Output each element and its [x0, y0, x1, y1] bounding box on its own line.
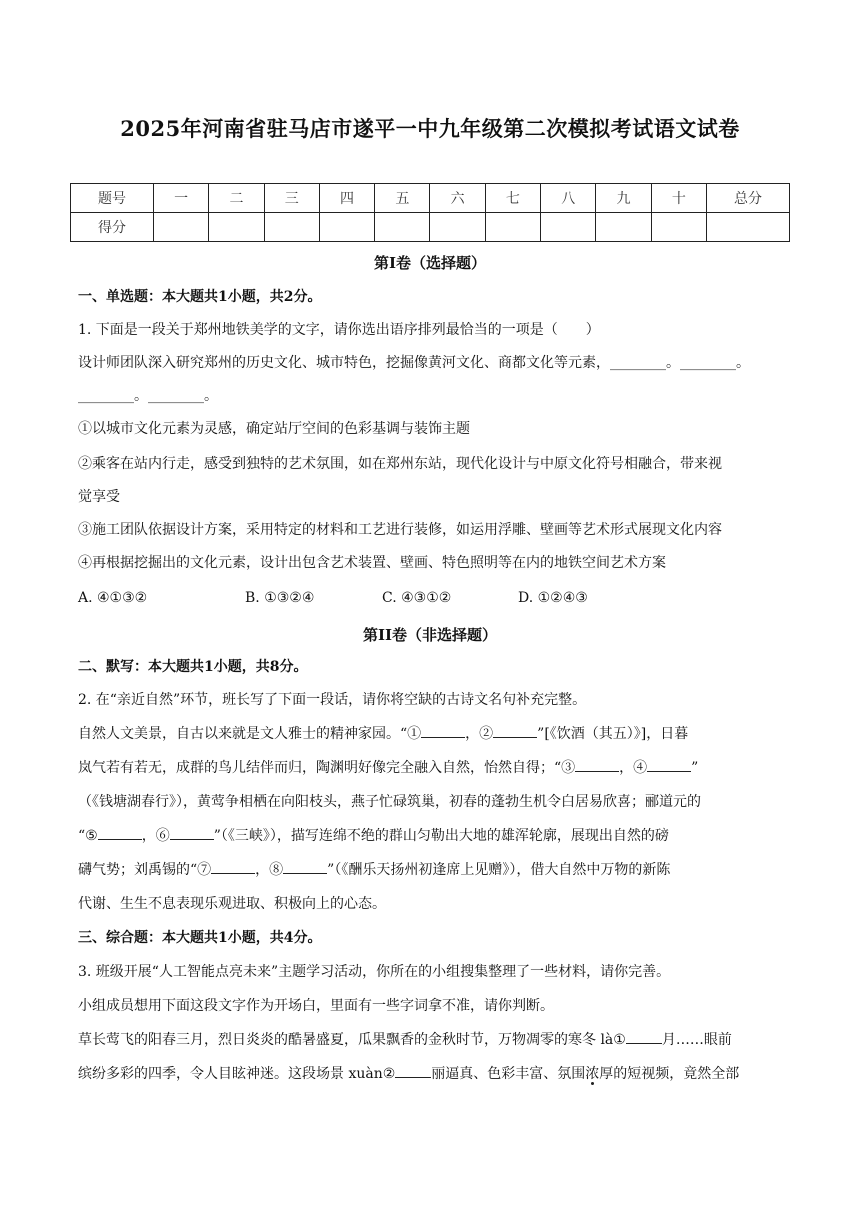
score-table	[70, 183, 790, 242]
q1-item-3: ③施工团队依据设计方案，采用特定的材料和工艺进行装修，如运用浮雕、壁画等艺术形式展现文化内容	[78, 522, 722, 538]
q2-text: ”（《三峡》），描写连绵不绝的群山匀勒出大地的雄浑轮廓，展现出自然的磅	[213, 828, 669, 844]
part2-heading: 第II卷（非选择题）	[362, 626, 498, 644]
q2-line4	[78, 820, 786, 853]
q1-item-2-cont: 觉享受	[78, 489, 120, 505]
q2-stem: 2. 在“亲近自然”环节，班长写了下面一段话，请你将空缺的古诗文名句补充完整。	[78, 692, 587, 708]
q1-option-c[interactable]: C. ④③①②	[382, 590, 452, 606]
q2-text: ，②	[465, 726, 494, 742]
score-cell-label: 题号	[71, 184, 154, 213]
section2-heading: 二、默写：本大题共1小题，共8分。	[78, 659, 308, 675]
q1-item-1: ①以城市文化元素为灵感，确定站厅空间的色彩基调与装饰主题	[78, 421, 470, 437]
score-table-header-row	[71, 184, 790, 213]
answer-blank-1[interactable]	[421, 723, 465, 738]
score-input-cell[interactable]	[651, 213, 706, 242]
score-input-cell[interactable]	[209, 213, 264, 242]
score-input-cell[interactable]	[264, 213, 319, 242]
q2-text: 礴气势；刘禹锡的“⑦	[78, 862, 212, 878]
q1-text-line2: ________。________。	[78, 388, 218, 404]
score-cell-1: 一	[154, 184, 209, 213]
q2-line2	[78, 752, 786, 785]
score-input-cell[interactable]	[596, 213, 651, 242]
score-cell-2: 二	[209, 184, 264, 213]
q2-text: 岚气若有若无，成群的鸟儿结伴而归，陶渊明好像完全融入自然，怡然自得；“③	[78, 760, 576, 776]
q1-option-d[interactable]: D. ①②④③	[518, 590, 588, 606]
q3-stem: 3. 班级开展“人工智能点亮未来”主题学习活动，你所在的小组搜集整理了一些材料，请你完善。	[78, 964, 671, 980]
score-cell-4: 四	[319, 184, 374, 213]
answer-blank-7[interactable]	[211, 859, 255, 874]
score-cell-7: 七	[485, 184, 540, 213]
q2-text: ，④	[619, 760, 648, 776]
score-cell-10: 十	[651, 184, 706, 213]
q2-text: ”	[691, 760, 699, 776]
q1-option-a[interactable]: A. ④①③②	[78, 590, 148, 606]
answer-blank-8[interactable]	[283, 859, 327, 874]
q2-line5	[78, 854, 786, 887]
score-cell-5: 五	[375, 184, 430, 213]
q3-text: 缤纷多彩的四季，令人目眩神迷。这段场景 xuàn②	[78, 1066, 396, 1082]
score-input-cell[interactable]	[319, 213, 374, 242]
q1-option-b[interactable]: B. ①③②④	[245, 590, 315, 606]
score-input-cell[interactable]	[707, 213, 790, 242]
q2-text: ，⑥	[141, 828, 170, 844]
score-cell-6: 六	[430, 184, 485, 213]
score-input-cell[interactable]	[375, 213, 430, 242]
q1-item-2: ②乘客在站内行走，感受到独特的艺术氛围，如在郑州东站，现代化设计与中原文化符号相融合，带来视	[78, 456, 722, 472]
section1-heading: 一、单选题：本大题共1小题，共2分。	[78, 289, 322, 305]
answer-blank-xuan[interactable]	[395, 1063, 431, 1078]
q2-text: “⑤	[78, 828, 98, 844]
q3-text: 月……眼前	[661, 1032, 732, 1048]
q1-item-4: ④再根据挖掘出的文化元素，设计出包含艺术装置、壁画、特色照明等在内的地铁空间艺术方案	[78, 555, 666, 571]
q2-line6: 代谢、生生不息表现乐观进取、积极向上的心态。	[78, 896, 386, 912]
answer-blank-3[interactable]	[575, 757, 619, 772]
answer-blank-5[interactable]	[98, 825, 142, 840]
q2-line1	[78, 718, 786, 751]
score-input-cell[interactable]	[541, 213, 596, 242]
answer-blank-2[interactable]	[493, 723, 537, 738]
q2-text: ”（《酬乐天扬州初逢席上见赠》），借大自然中万物的新陈	[327, 862, 671, 878]
q3-paragraph-line2	[78, 1058, 786, 1091]
q2-text: ，⑧	[255, 862, 284, 878]
section3-heading: 三、综合题：本大题共1小题，共4分。	[78, 930, 322, 946]
score-input-cell[interactable]	[430, 213, 485, 242]
q3-paragraph-line1	[78, 1024, 786, 1057]
score-table-score-row	[71, 213, 790, 242]
score-input-cell[interactable]	[154, 213, 209, 242]
score-input-cell[interactable]	[485, 213, 540, 242]
answer-blank-la[interactable]	[626, 1029, 662, 1044]
q1-text-line1: 设计师团队深入研究郑州的历史文化、城市特色，挖掘像黄河文化、商都文化等元素，________。________。	[78, 355, 750, 371]
q3-text: 丽逼真、色彩丰富、氛围浓厚的短视频，竟然全部	[431, 1066, 740, 1082]
score-cell-total: 总分	[707, 184, 790, 213]
part1-heading: 第I卷（选择题）	[373, 254, 487, 272]
answer-blank-4[interactable]	[647, 757, 691, 772]
score-cell-3: 三	[264, 184, 319, 213]
answer-blank-6[interactable]	[170, 825, 214, 840]
q3-line2: 小组成员想用下面这段文字作为开场白，里面有一些字词拿不准，请你判断。	[78, 998, 554, 1014]
emphasis-dot	[591, 1082, 594, 1085]
score-cell-8: 八	[541, 184, 596, 213]
score-row-label: 得分	[71, 213, 154, 242]
exam-title: 2025年河南省驻马店市遂平一中九年级第二次模拟考试语文试卷	[120, 116, 740, 141]
score-cell-9: 九	[596, 184, 651, 213]
q1-stem: 1. 下面是一段关于郑州地铁美学的文字，请你选出语序排列最恰当的一项是（ ）	[78, 322, 600, 338]
q3-text: 草长莺飞的阳春三月，烈日炎炎的酷暑盛夏，瓜果飘香的金秋时节，万物凋零的寒冬 là①	[78, 1032, 626, 1048]
q2-text: 自然人文美景，自古以来就是文人雅士的精神家园。“①	[78, 726, 422, 742]
q2-line3: （《钱塘湖春行》），黄莺争相栖在向阳枝头，燕子忙碌筑巢，初春的蓬勃生机令白居易欣喜；郦道元的	[78, 794, 701, 810]
q2-text: ”[《饮酒（其五）》]，日暮	[537, 726, 689, 742]
